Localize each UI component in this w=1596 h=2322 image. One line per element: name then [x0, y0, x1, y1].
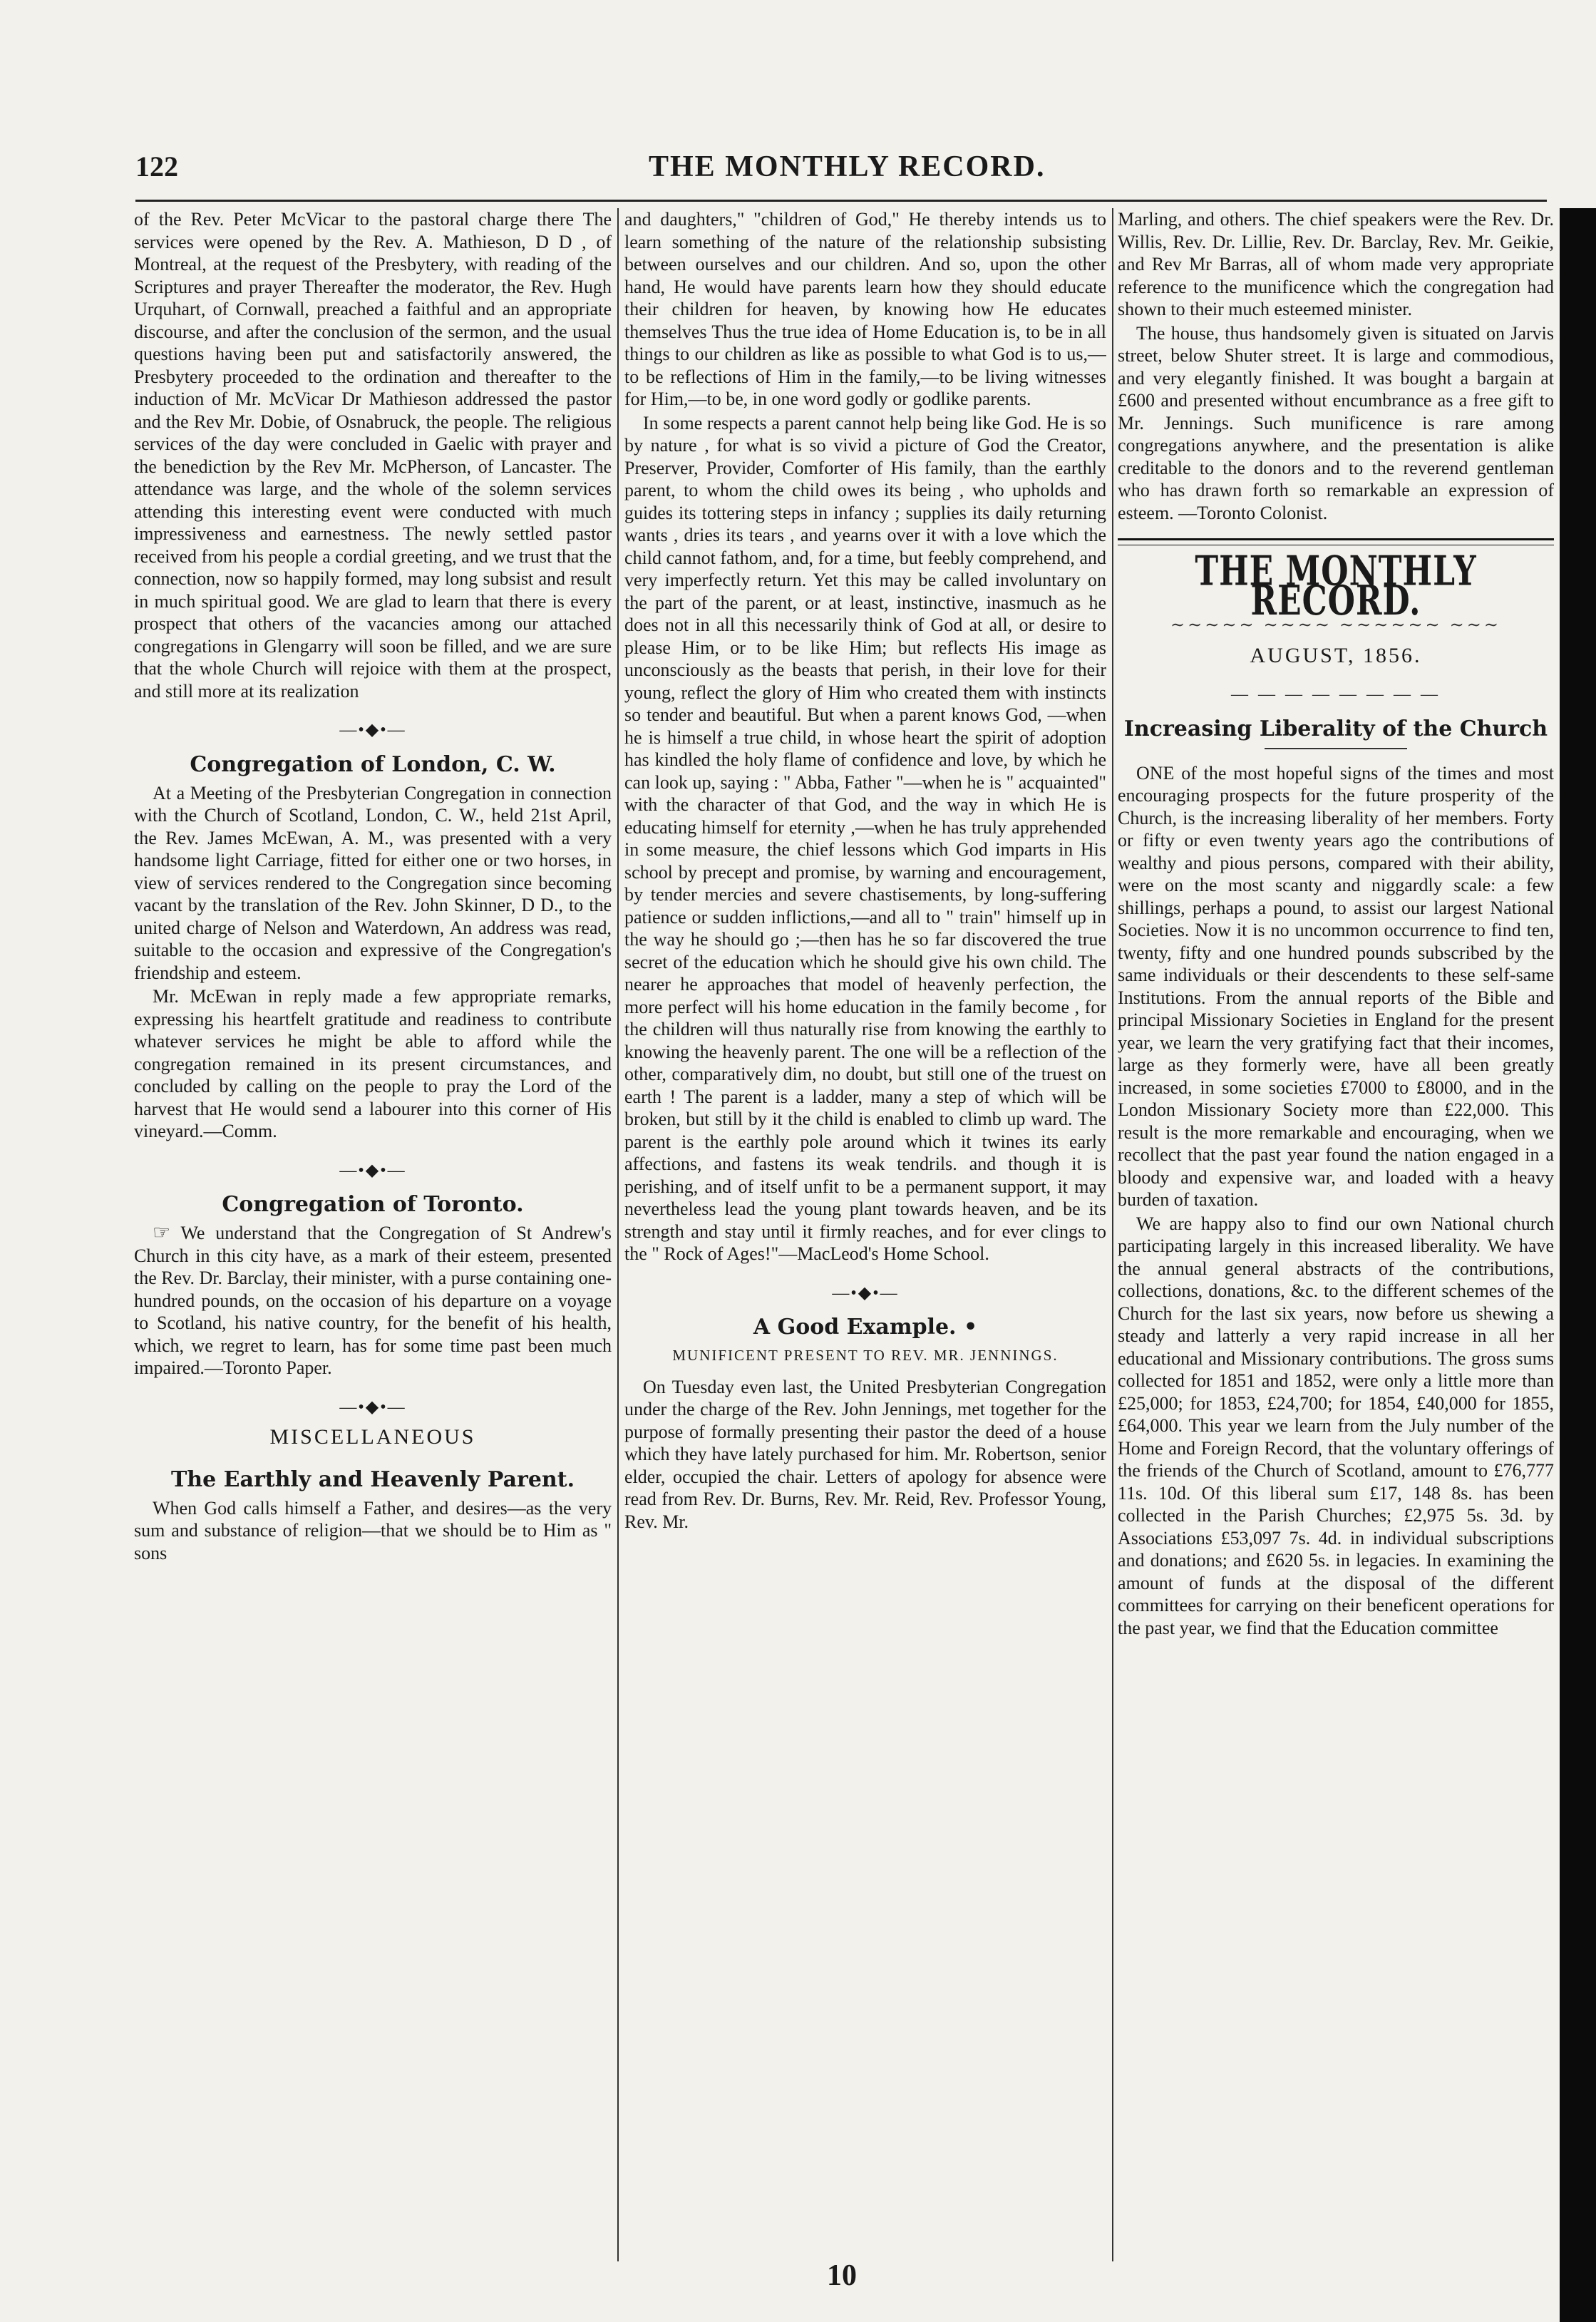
section-ornament: —•◆•—: [832, 1283, 899, 1303]
scan-dark-edge: [1560, 208, 1596, 2322]
article-paragraph: We are happy also to find our own National church participating largely in this increased liberality. We have the annual general abstracts of the contributions, collections, donations, &c. to the different schemes of the Church for the last six years, now before us shewing a steady and latterly a very rapid increase in all her educational and Missionary contributions. The gross sums collected for 1851 and 1852, were only a little more than £25,000; for 1853, £24,700; for 1854, £40,000 for 1855, £64,000. This year we learn from the July number of the Home and Foreign Record, that the voluntary offerings of the friends of the Church of Scotland, amount to £76,777 11s. 10d. Of this liberal sum £17, 148 8s. has been collected in the Parish Churches; £2,975 5s. 3d. by Associations £53,097 7s. 4d. in individual subscriptions and donations; and £620 5s. in legacies. In examining the amount of funds at the disposal of the different committees for carrying on their beneficent operations for the past year, we find that the Education committee: [1118, 1213, 1554, 1638]
pointing-hand-icon: ☞: [153, 1222, 171, 1244]
section-heading-miscellaneous: MISCELLANEOUS: [269, 1425, 476, 1449]
page-header: [135, 150, 1547, 192]
article-paragraph: On Tuesday even last, the United Presbyterian Congregation under the charge of the Rev. John Jennings, met together for the purpose of formally presenting their pastor the deed of a house which they have lately purchased for him. Mr. Robertson, senior elder, occupied the chair. Letters of apology for absence were read from Rev. Dr. Burns, Rev. Mr. Reid, Rev. Professor Young, Rev. Mr.: [624, 1376, 1106, 1532]
masthead-title: THE MONTHLY RECORD.: [1195, 548, 1477, 625]
heading-rule: [1265, 748, 1407, 749]
issue-date: AUGUST, 1856.: [1250, 643, 1422, 667]
article-paragraph: Marling, and others. The chief speakers were the Rev. Dr. Willis, Rev. Dr. Lillie, Rev. Dr. Barclay, Rev. Mr. Geikie, and Rev Mr Barras, all of whom made very appropriate reference to the munificence which the congregation had shown to their much esteemed minister.: [1118, 209, 1554, 319]
article-paragraph: and daughters," "children of God," He thereby intends us to learn something of the nature of the relationship subsisting between ourselves and our children. And so, upon the other hand, He would have parents learn how they should educate their children for heaven, by knowing how He educates themselves Thus the true idea of Home Education is, to be in all things to our children as like as possible to what God is to us,—to be reflections of Him in the family,—to be living witnesses for Him,—to be, in one word godly or godlike parents.: [624, 209, 1106, 409]
section-heading-liberality: Increasing Liberality of the Church: [1123, 716, 1548, 741]
article-paragraph: In some respects a parent cannot help being like God. He is so by nature , for what is so vivid a picture of God the Creator, Preserver, Provider, Comforter of His family, than the earthly parent, to whom the child owes its being , who upholds and guides its tottering steps in infancy ; supplies its daily returning wants , dries its tears , and yearns over it with a love which the child cannot fathom, and, for a time, but feebly comprehend, and very imperfectly return. Yet this may be called involuntary on the part of the parent, or at least, instinctive, inasmuch as he does not in all this necessarily think of God at all, or desire to please Him, or to be like Him; but reflects His image as unconsciously as the beasts that perish, in their love for their young, reflect the glory of Him who created them with instincts so tender and beautiful. But when a parent knows God, —when he is himself a true child, in whose heart the spirit of adoption has kindled the holy flame of confidence and love, by which he can look up, saying : " Abba, Father "—when he is " acquainted" with the character of that God, and the way in which He is educating himself for eternity ,—when he has truly apprehended in some measure, the chief lessons which God imparts in His school by precept and promise, by warning and encouragement, by tender mercies and severe chastisements, by long-suffering patience or sudden inflictions,—and all to " train" himself up in the way he should go ;—then has he so far discovered the true secret of the education which he should give his own child. The nearer he approaches that model of heavenly perfection, the more perfect will his home education in the family become , for the children will thus naturally rise from knowing the earthly to knowing the heavenly parent. The one will be a reflection of the other, comparatively dim, no doubt, but still one of the truest on earth ! The parent is a ladder, many a step of which will be broken, but still by it the child is enabled to climb up ward. The parent is the earthly pole around which it twines its early affections, and fastens its weak tendrils. and though it is perishing, and of itself unfit to be a permanent support, it may nevertheless lead the young plant towards heaven, and be its strength and stay until it firmly reaches, and for ever clings to the " Rock of Ages!"—MacLeod's Home School.: [624, 412, 1106, 1264]
section-heading-london: Congregation of London, C. W.: [190, 751, 556, 777]
column-3: [1118, 208, 1554, 2261]
header-rule: [135, 200, 1547, 202]
decorative-rule: — — — — — — — —: [1231, 685, 1441, 704]
column-divider-1: [617, 208, 619, 2261]
page-number: 122: [135, 150, 178, 183]
section-ornament: —•◆•—: [339, 1397, 406, 1417]
column-1: [134, 208, 612, 2261]
article-paragraph: At a Meeting of the Presbyterian Congregation in connection with the Church of Scotland, London, C. W., held 21st April, the Rev. James McEwan, A. M., was presented with a very handsome light Carriage, fitted for either one or two horses, in view of services rendered to the Congregation since becoming vacant by the translation of the Rev. John Skinner, D D., to the united charge of Nelson and Waterdown, An address was read, suitable to the occasion and expressive of the Congregation's friendship and esteem.: [134, 782, 612, 983]
folio-number: 10: [827, 2259, 857, 2292]
section-heading-toronto: Congregation of Toronto.: [222, 1192, 524, 1217]
article-paragraph: We understand that the Congregation of St Andrew's Church in this city have, as a mark of their esteem, presented the Rev. Dr. Barclay, their minister, with a purse containing one-hundred pounds, on the occasion of his departure on a voyage to Scotland, his native country, for the benefit of his health, which, we regret to learn, has for some time past been much impaired.—Toronto Paper.: [134, 1223, 612, 1378]
masthead-rule: [1118, 538, 1554, 540]
section-ornament: —•◆•—: [339, 1161, 406, 1180]
article-paragraph: ONE of the most hopeful signs of the times and most encouraging prospects for the future prosperity of the Church, is the increasing liberality of her members. Forty or fifty or even twenty years ago the contributions of wealthy and pious persons, compared with their ability, were on the most scanty and niggardly scale: a few shillings, perhaps a pound, to assist our largest National Societies. Now it is no uncommon occurrence to find ten, twenty, fifty and one hundred pounds subscribed by the same individuals or their descendents to these self-same Institutions. From the annual reports of the Bible and principal Missionary Societies in England for the present year, we learn the very gratifying fact that their incomes, large as they formerly were, have all been greatly increased, in some societies £7000 to £8000, and in the London Missionary Society more than £22,000. This result is the more remarkable and encouraging, when we recollect that the past year found the nation engaged in a bloody and expensive war, and loaded with a heavy burden of taxation.: [1118, 762, 1554, 1210]
section-ornament: —•◆•—: [339, 721, 406, 739]
section-heading-good-example: A Good Example. •: [753, 1315, 978, 1340]
article-paragraph: The house, thus handsomely given is situated on Jarvis street, below Shuter street. It is large and commodious, and very elegantly finished. It was bought a bargain at £600 and presented without encumbrance as a free gift to Mr. Jennings. Such munificence is rare among congregations anywhere, and the presentation is alike creditable to the donors and to the reverend gentleman who has drawn forth so remarkable an expression of esteem. —Toronto Colonist.: [1118, 322, 1554, 523]
column-2: [624, 208, 1106, 2261]
running-title: THE MONTHLY RECORD.: [649, 150, 1046, 183]
decorative-rule: ∼∼∼∼∼ ∼∼∼∼ ∼∼∼∼∼∼ ∼∼∼: [1170, 616, 1501, 635]
column-divider-2: [1112, 208, 1113, 2261]
article-paragraph: When God calls himself a Father, and desires—as the very sum and substance of religion—that we should be to Him as " sons: [134, 1497, 612, 1563]
article-paragraph: of the Rev. Peter McVicar to the pastoral charge there The services were opened by the Rev. A. Mathieson, D D , of Montreal, at the request of the Presbytery, with reading of the Scriptures and prayer Thereafter the moderator, the Rev. Hugh Urquhart, of Cornwall, preached a faithful and an appropriate discourse, and after the conclusion of the sermon, and the usual questions having been put and satisfactorily answered, the Presbytery proceeded to the ordination and thereafter to the induction of Mr. McVicar Dr Mathieson addressed the pastor and the Rev Mr. Dobie, of Osnabruck, the people. The religious services of the day were concluded in Gaelic with prayer and the benediction by the Rev Mr. McPherson, of Lancaster. The attendance was large, and the whole of the solemn services attending this interesting event were conducted with much impressiveness and earnestness. The newly settled pastor received from his people a cordial greeting, and we trust that the connection, now so happily formed, may long subsist and result in much spiritual good. We are glad to learn that there is every prospect that others of the vacancies among our attached congregations in Glengarry will soon be filled, and we are sure that the whole Church will rejoice with them at the prospect, and still more at its realization: [134, 209, 612, 702]
section-subheading: MUNIFICENT PRESENT TO REV. MR. JENNINGS.: [672, 1347, 1059, 1364]
article-paragraph: Mr. McEwan in reply made a few appropriate remarks, expressing his heartfelt gratitude and readiness to contribute whatever services he might be able to afford while the congregation remained in its present circumstances, and concluded by calling on the people to pray the Lord of the harvest that He would send a labourer into this corner of His vineyard.—Comm.: [134, 986, 612, 1141]
section-heading-parent: The Earthly and Heavenly Parent.: [170, 1466, 575, 1492]
